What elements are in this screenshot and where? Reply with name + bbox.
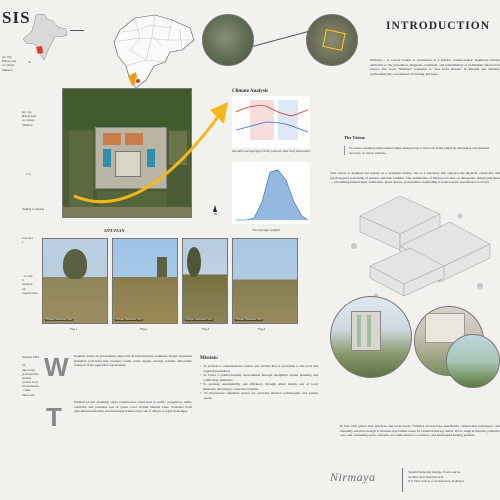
site-photo-2: Kolhapur, Maharashtra, India	[112, 238, 178, 324]
left-note-1: pur city, Banda park ce college Muharaj	[2, 55, 17, 72]
mission-title: Mission:	[200, 356, 219, 361]
north-arrow: N	[213, 205, 218, 216]
left-note-2: 1°C	[26, 172, 31, 176]
vision-quote: To create a healing environment where design plays a vital role in the physical, emotional, and spiritual recovery of cancer patients.	[344, 146, 500, 155]
sheet-title-left: SIS	[2, 8, 31, 27]
left-note-1b: pur city, Banda park ce college Muharaj	[22, 110, 37, 127]
render-photo-1	[330, 296, 412, 378]
left-note-5: - 3.1 km rt required ion rogeneration	[22, 274, 38, 295]
fig-4-label: Fig.4	[258, 327, 266, 331]
intro-body: This cancer is designed not merely as a treatment facility, but as a sanctuary that supports the physical, emotional, and psychological well-being of patients and their families. The architecture of Nirmaya focuses on therapeutic design principles— prioritizing natural light, ventilation, green spaces, and intuitive wayfinding to reduce stress and enhance recovery.	[330, 171, 500, 184]
render-photo-3	[446, 334, 500, 388]
intro-text: Nirmaya – A Cancer Centre is envisioned as a holistic, patient-centric healthcare facility dedicated to the prevention, diagnosis, treatment, and rehabilitation of individuals affected by cancer. The word "Nirmaya" translates to "free from disease" in Marathi and Sanskrit, symbolizing the core mission of healing and hope.	[370, 58, 500, 76]
climate-title: Climate Analysis	[232, 89, 268, 94]
left-note-6: nspalars NH4 rci, improving professionals, another	[22, 355, 40, 381]
site-photo-4: Kolhapur, Maharashtra, India	[232, 238, 298, 324]
site-plan-label: SITE PLAN	[104, 228, 125, 233]
site-photo-1: Kolhapur, Maharashtra, India	[42, 238, 108, 324]
state-map	[110, 10, 198, 90]
intro-bottom: In line with global best practices and local needs, Nirmaya incorporates sustainable construction techniques, and culturally sensitive design. It includes specialized zones for radiation therapy suites, ICUs, surgical theatres, palliative care, and counseling areas, cafeteria, accommodation for relatives, and landscaped healing gardens.	[340, 424, 500, 437]
india-map	[20, 13, 68, 63]
threat-letter: T	[46, 402, 62, 432]
footer-brand: Nirmaya	[330, 470, 376, 484]
fig-2-label: Fig.2	[140, 327, 148, 331]
vision-title: The Vision:	[344, 135, 366, 140]
mission-list: • To provide a comprehensive cancer care facility that is accessible to the local and regional population. • To foster a patient-friendly environment through thoughtful spatial planning and comforting aesthetics. • To promote sustainability and efficiency through smart design, use of local materials, and energy-conscious systems. • To incorporate adaptable spaces for evolving medical technologies and patient needs.	[200, 364, 318, 400]
sheet-title-right: INTRODUCTION	[386, 20, 491, 32]
left-small-mark: ds	[28, 60, 31, 64]
weakness-letter: W	[44, 352, 69, 382]
left-note-4: road and s	[22, 236, 33, 245]
threat-text: Without proper planning, rapid construction could lead to traffic congestion, utility overload, and potential loss of green cover around Shenda Lake. Transfers from agricultural university and municipal bodies carry risk of delays or legal challenges.	[74, 400, 192, 413]
rainfall-chart	[232, 162, 310, 224]
satellite-zoom-1	[202, 14, 254, 66]
weakness-text: Possible delays in government approvals & infrastructure readiness. Rapid expansion (hospital, tech hub) may pressure roads, water supply, sewage systems and public transport if not upgraded concurrently.	[74, 354, 192, 367]
site-photo-3: Kolhapur, Maharashtra, India	[182, 238, 228, 324]
climate-caption-2: The average rainfall	[252, 228, 280, 232]
satellite-zoom-2	[306, 14, 358, 66]
left-note-7: d boost local ed businesses, , retail, llness and	[22, 380, 40, 397]
site-arrow	[70, 84, 240, 214]
footer-credits: Sakshi Pandurang Ghadge, Exam seat no. Architectural dissertation II D Y Patil, School of Architecture, Kolhapur	[408, 470, 464, 484]
fig-3-label: Fig.3	[202, 327, 210, 331]
climate-caption-1: The daily average high (red line) and low (blue line) temperature	[232, 149, 311, 153]
left-note-3: making it suitable	[22, 207, 45, 211]
temperature-chart	[232, 96, 310, 148]
fig-1-label: Fig.1	[70, 327, 78, 331]
